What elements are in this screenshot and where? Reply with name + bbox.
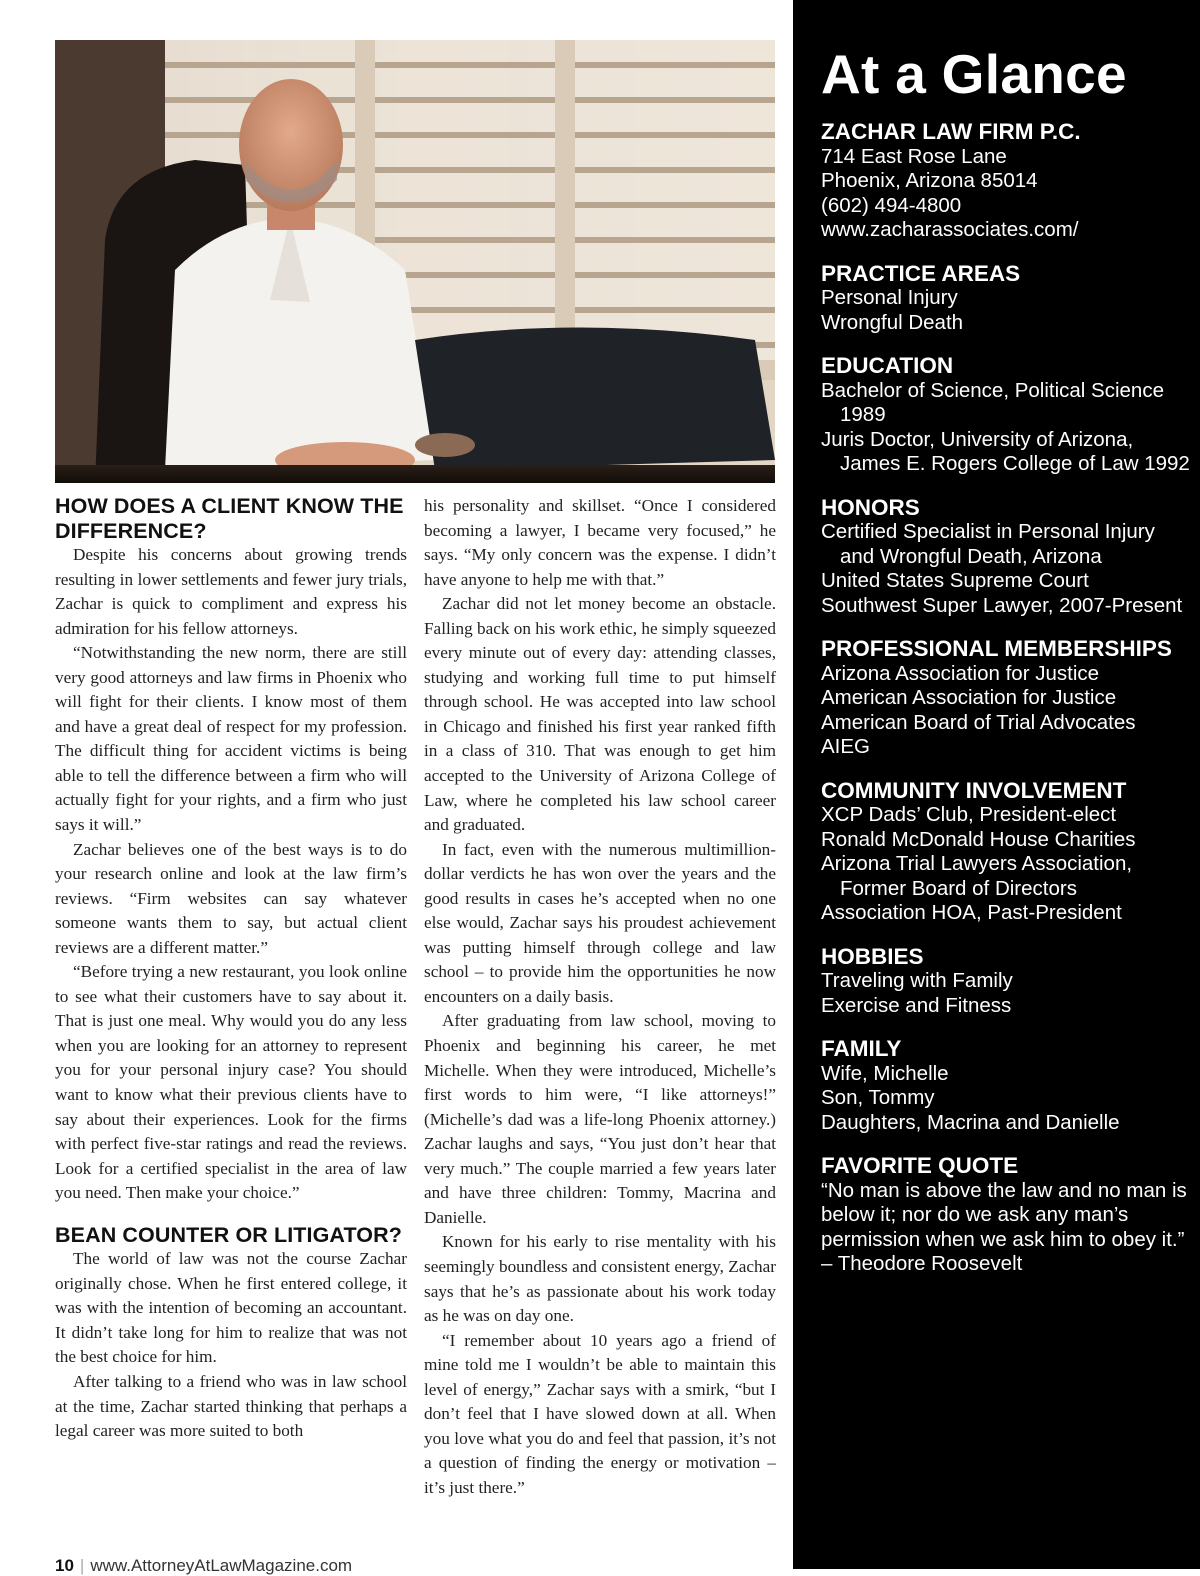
sidebar-section-item: XCP Dads’ Club, President-elect	[821, 803, 1117, 826]
sidebar-section-item: Ronald McDonald House Charities	[821, 827, 1136, 851]
sidebar-section-item: American Association for Justice	[821, 686, 1117, 709]
sidebar-section-item: American Board of Trial Advocates	[821, 710, 1136, 734]
sidebar-section	[821, 1037, 1191, 1135]
sidebar-section-item: Juris Doctor, University of Arizona, James E. Rogers College of Law 1992	[821, 427, 1190, 475]
attorney-portrait-photo	[55, 40, 775, 483]
sidebar-section-item: Personal Injury	[821, 286, 958, 309]
at-a-glance-sidebar	[793, 0, 1200, 1569]
sidebar-section-heading: FAMILY	[821, 1036, 902, 1061]
sidebar-section	[821, 354, 1191, 477]
section-heading: HOW DOES A CLIENT KNOW THE DIFFERENCE?	[55, 494, 404, 543]
sidebar-section-item: Wife, Michelle	[821, 1061, 949, 1085]
paragraph: In fact, even with the numerous multimillion-dollar verdicts he has won over the years and the good results in cases he’s accepted when no one else would, Zachar says his proudest achievement was putting himself through college and law school – to provide him the opportunities he now encounters on a daily basis.	[424, 839, 776, 1006]
footer-divider: |	[79, 1556, 85, 1575]
sidebar-section-item: Daughters, Macrina and Danielle	[821, 1110, 1120, 1134]
sidebar-section	[821, 120, 1191, 243]
paragraph: Despite his concerns about growing trends resulting in lower settlements and fewer jury trials, Zachar is quick to compliment and express his admiration for his fellow attorneys.	[55, 545, 407, 638]
sidebar-section-item: Arizona Association for Justice	[821, 661, 1100, 685]
article-column-right	[424, 494, 776, 1500]
paragraph: “Notwithstanding the new norm, there are still very good attorneys and law firms in Phoenix who will fight for their clients. I know most of them and have a great deal of respect for my profession. The difficult thing for accident victims is being able to tell the difference between a firm who will actually fight for your rights, and a firm who just says it will.”	[55, 643, 407, 835]
paragraph: “Before trying a new restaurant, you look online to see what their customers have to say about it. That is just one meal. Why would you do any less when you are looking for an attorney to represent you for your personal injury case? You should want to know what their previous clients have to say about their experiences. Look for the firms with perfect five-star ratings and read the reviews. Look for a certified specialist in the area of law you need. Then make your choice.”	[55, 962, 407, 1203]
section-heading: BEAN COUNTER OR LITIGATOR?	[55, 1222, 402, 1247]
sidebar-section-item: “No man is above the law and no man is below it; nor do we ask any man’s permission when we ask him to obey it.” – Theodore Roosevelt	[821, 1178, 1187, 1275]
sidebar-section-item: Wrongful Death	[821, 310, 964, 334]
paragraph: Zachar believes one of the best ways is to do your research online and look at the law firm’s reviews. “Firm websites can say whatever someone wants them to say, but actual client reviews are a different matter.”	[55, 839, 407, 957]
sidebar-section	[821, 945, 1191, 1019]
sidebar-section	[821, 637, 1191, 760]
sidebar-section-item: AIEG	[821, 735, 870, 758]
paragraph: Zachar did not let money become an obstacle. Falling back on his work ethic, he simply squeezed every minute out of every day: attending classes, studying and working full time to put himself through school. He was accepted into law school in Chicago and finished his first year ranked fifth in a class of 310. That was enough to get him accepted to the University of Arizona College of Law, where he completed his law school career and graduated.	[424, 594, 776, 835]
sidebar-section-item: Southwest Super Lawyer, 2007-Present	[821, 593, 1183, 617]
sidebar-section-heading: COMMUNITY INVOLVEMENT	[821, 777, 1127, 803]
sidebar-section	[821, 779, 1191, 926]
sidebar-sections	[821, 120, 1191, 1277]
paragraph-continued: his personality and skillset. “Once I considered becoming a lawyer, I became very focused,” he says. “My only concern was the expense. I didn’t have anyone to help me with that.”	[424, 496, 776, 589]
sidebar-section	[821, 262, 1191, 336]
sidebar-section-item: Certified Specialist in Personal Injury and Wrongful Death, Arizona	[821, 520, 1155, 568]
sidebar-section-item: Phoenix, Arizona 85014	[821, 169, 1038, 192]
article-column-left	[55, 494, 407, 1444]
sidebar-section-item: Son, Tommy	[821, 1086, 935, 1109]
sidebar-section-item: United States Supreme Court	[821, 569, 1089, 592]
paragraph: The world of law was not the course Zachar originally chose. When he first entered college, it was with the intention of becoming an accountant. It didn’t take long for him to realize that was not the best choice for him.	[55, 1249, 407, 1367]
sidebar-section-item: Association HOA, Past-President	[821, 901, 1122, 924]
sidebar-section-item: Exercise and Fitness	[821, 993, 1012, 1017]
sidebar-section-heading: HONORS	[821, 494, 920, 520]
footer-website: www.AttorneyAtLawMagazine.com	[90, 1556, 353, 1575]
sidebar-section-heading: PROFESSIONAL MEMBERSHIPS	[821, 636, 1172, 661]
sidebar-section	[821, 496, 1191, 619]
sidebar-section-item: Traveling with Family	[821, 969, 1013, 992]
sidebar-section-item: www.zacharassociates.com/	[821, 218, 1079, 241]
sidebar-title: At a Glance	[821, 43, 1127, 105]
sidebar-section-heading: EDUCATION	[821, 353, 954, 378]
sidebar-section	[821, 1154, 1191, 1277]
paragraph: After talking to a friend who was in law school at the time, Zachar started thinking that perhaps a legal career was more suited to both	[55, 1372, 407, 1441]
page-number: 10	[55, 1556, 74, 1575]
sidebar-section-heading: ZACHAR LAW FIRM P.C.	[821, 119, 1081, 144]
sidebar-section-heading: PRACTICE AREAS	[821, 260, 1021, 286]
sidebar-section-item: 714 East Rose Lane	[821, 144, 1007, 168]
sidebar-section-item: Arizona Trial Lawyers Association, Former Board of Directors	[821, 852, 1133, 900]
page-footer	[55, 1556, 352, 1576]
sidebar-section-item: (602) 494-4800	[821, 193, 962, 217]
paragraph: After graduating from law school, moving to Phoenix and beginning his career, he met Michelle. When they were introduced, Michelle’s first words to him were, “I like attorneys!” (Michelle’s dad was a life-long Phoenix attorney.) Zachar laughs and says, “You just don’t hear that very much.” The couple married a few years later and have three children: Tommy, Macrina and Danielle.	[424, 1011, 776, 1227]
sidebar-section-heading: HOBBIES	[821, 943, 924, 969]
sidebar-section-item: Bachelor of Science, Political Science 1989	[821, 378, 1164, 426]
paragraph: Known for his early to rise mentality with his seemingly boundless and consistent energy, Zachar says that he’s as passionate about his work today as he was on day one.	[424, 1232, 776, 1326]
paragraph: “I remember about 10 years ago a friend of mine told me I wouldn’t be able to maintain this level of energy,” Zachar says with a smirk, “but I don’t feel that I have slowed down at all. When you love what you do and feel that passion, it’s not a question of finding the energy or motivation – it’s just there.”	[424, 1330, 776, 1497]
sidebar-section-heading: FAVORITE QUOTE	[821, 1153, 1019, 1178]
